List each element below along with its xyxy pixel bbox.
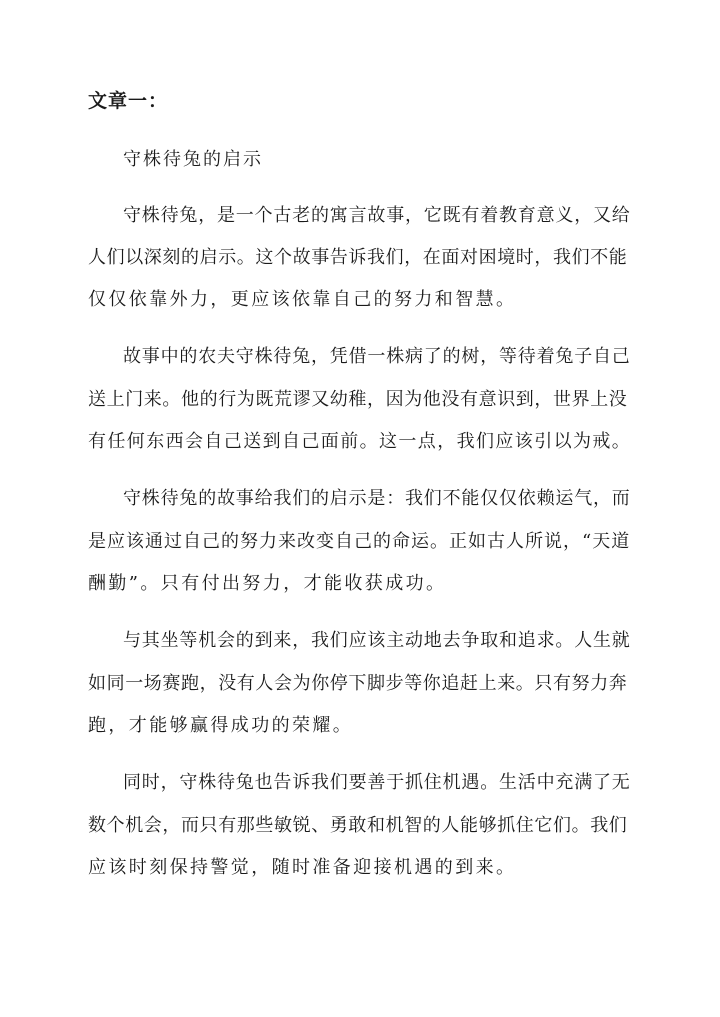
paragraph-1-line-3: 仅仅依靠外力，更应该依靠自己的努力和智慧。 [88,289,517,310]
paragraph-2-line-1: 故事中的农夫守株待兔，凭借一株病了的树，等待着兔子自己 [123,346,631,367]
paragraph-2-line-3: 有任何东西会自己送到自己面前。这一点，我们应该引以为戒。 [88,431,632,452]
paragraph-2-line-2: 送上门来。他的行为既荒谬又幼稚，因为他没有意识到，世界上没 [88,389,628,410]
paragraph-4-line-2: 如同一场赛跑，没有人会为你停下脚步等你追赶上来。只有努力奔 [88,673,628,694]
paragraph-4-line-3: 跑，才能够赢得成功的荣耀。 [88,715,354,736]
paragraph-5-line-3: 应该时刻保持警觉，随时准备迎接机遇的到来。 [88,857,517,878]
paragraph-5-line-2: 数个机会，而只有那些敏锐、勇敢和机智的人能够抓住它们。我们 [88,815,628,836]
paragraph-3-line-1: 守株待兔的故事给我们的启示是：我们不能仅仅依赖运气，而 [123,488,631,509]
paragraph-1-line-2: 人们以深刻的启示。这个故事告诉我们，在面对困境时，我们不能 [88,247,628,268]
paragraph-3-line-2: 是应该通过自己的努力来改变自己的命运。正如古人所说，“天道 [88,531,631,552]
paragraph-5-line-1: 同时，守株待兔也告诉我们要善于抓住机遇。生活中充满了无 [123,772,631,793]
article-title: 守株待兔的启示 [123,149,263,170]
paragraph-1-line-1: 守株待兔，是一个古老的寓言故事，它既有着教育意义，又给 [123,205,631,226]
paragraph-4-line-1: 与其坐等机会的到来，我们应该主动地去争取和追求。人生就 [123,630,631,651]
paragraph-3-line-3: 酬勤”。只有付出努力，才能收获成功。 [88,573,447,594]
document-heading: 文章一： [88,90,169,112]
